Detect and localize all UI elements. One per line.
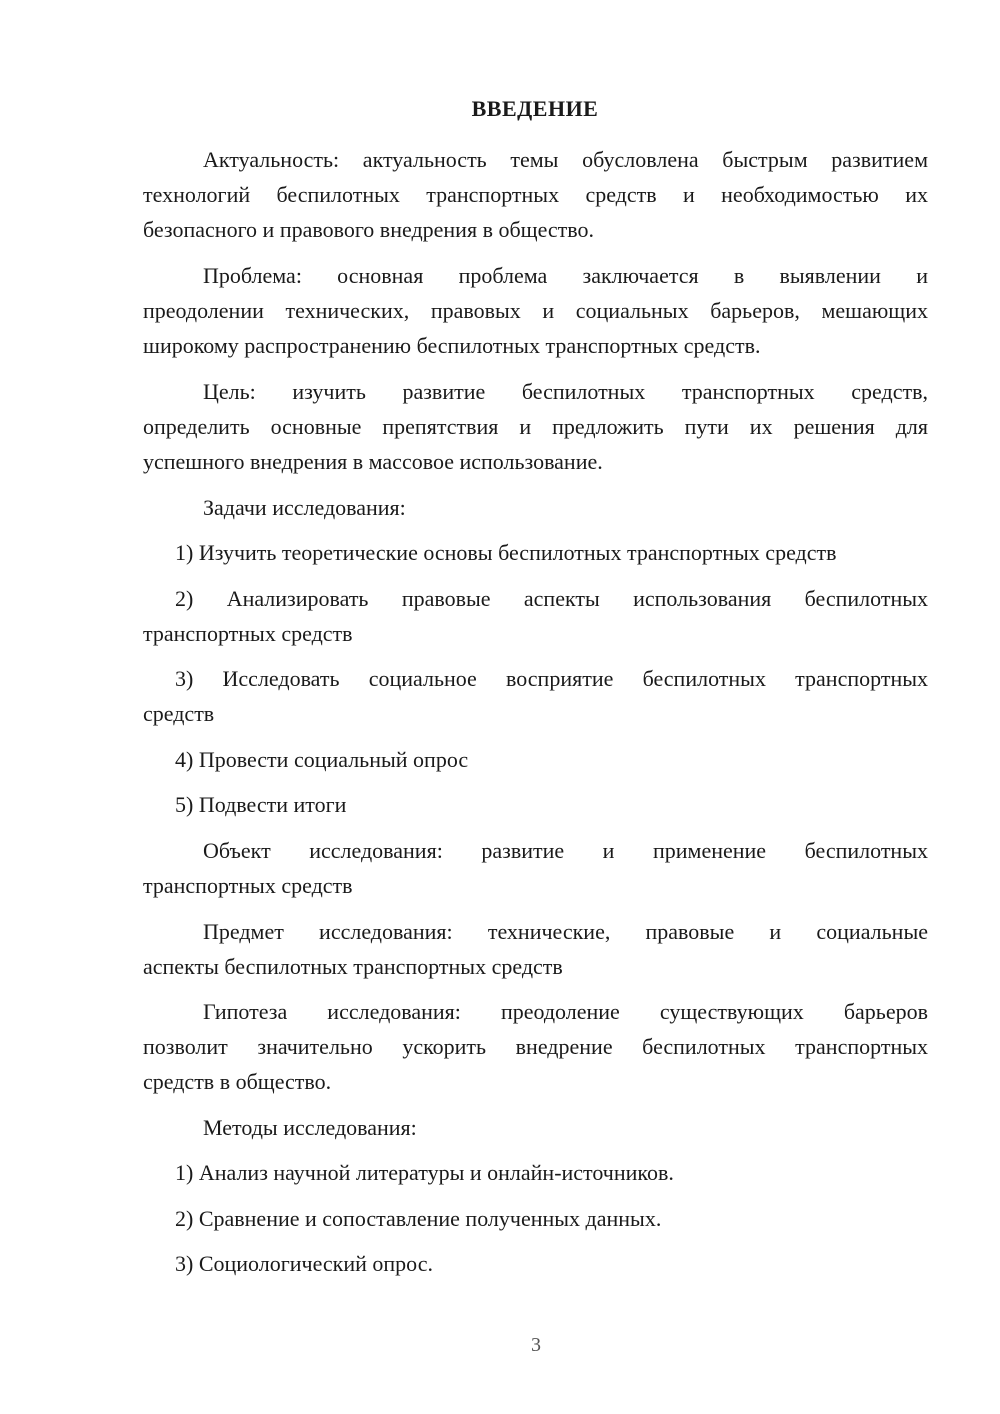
- task-item-1: 1) Изучить теоретические основы беспилотных транспортных средств: [175, 540, 837, 565]
- subject-line-2: аспекты беспилотных транспортных средств: [143, 954, 563, 979]
- task-item-3-line-2: средств: [143, 701, 215, 726]
- problem-line-3: широкому распространению беспилотных транспортных средств.: [143, 333, 761, 358]
- method-item-2: 2) Сравнение и сопоставление полученных данных.: [175, 1206, 662, 1231]
- task-item-4: 4) Провести социальный опрос: [175, 747, 469, 772]
- tasks-heading: Задачи исследования:: [203, 495, 406, 520]
- relevance-line-2: технологий беспилотных транспортных средств и необходимостью их: [143, 182, 928, 207]
- section-title: ВВЕДЕНИЕ: [471, 96, 599, 121]
- page-number: 3: [531, 1334, 541, 1356]
- hypothesis-line-1: Гипотеза исследования: преодоление существующих барьеров: [203, 999, 928, 1024]
- task-item-2-line-1: 2) Анализировать правовые аспекты использования беспилотных: [175, 586, 928, 611]
- method-item-1: 1) Анализ научной литературы и онлайн-источников.: [175, 1160, 674, 1185]
- object-line-1: Объект исследования: развитие и применение беспилотных: [203, 838, 928, 863]
- methods-heading: Методы исследования:: [203, 1115, 417, 1140]
- hypothesis-line-3: средств в общество.: [143, 1069, 332, 1094]
- goal-line-1: Цель: изучить развитие беспилотных транспортных средств,: [203, 379, 928, 404]
- goal-line-2: определить основные препятствия и предложить пути их решения для: [143, 414, 928, 439]
- method-item-3: 3) Социологический опрос.: [175, 1251, 433, 1276]
- relevance-line-1: Актуальность: актуальность темы обусловлена быстрым развитием: [203, 147, 928, 172]
- goal-line-3: успешного внедрения в массовое использование.: [143, 449, 603, 474]
- relevance-line-3: безопасного и правового внедрения в общество.: [143, 217, 595, 242]
- object-line-2: транспортных средств: [143, 873, 353, 898]
- problem-line-2: преодолении технических, правовых и социальных барьеров, мешающих: [143, 298, 928, 323]
- task-item-3-line-1: 3) Исследовать социальное восприятие беспилотных транспортных: [175, 666, 928, 691]
- task-item-5: 5) Подвести итоги: [175, 792, 347, 817]
- subject-line-1: Предмет исследования: технические, правовые и социальные: [203, 919, 928, 944]
- problem-line-1: Проблема: основная проблема заключается в выявлении и: [203, 263, 928, 288]
- hypothesis-line-2: позволит значительно ускорить внедрение беспилотных транспортных: [143, 1034, 928, 1059]
- task-item-2-line-2: транспортных средств: [143, 621, 353, 646]
